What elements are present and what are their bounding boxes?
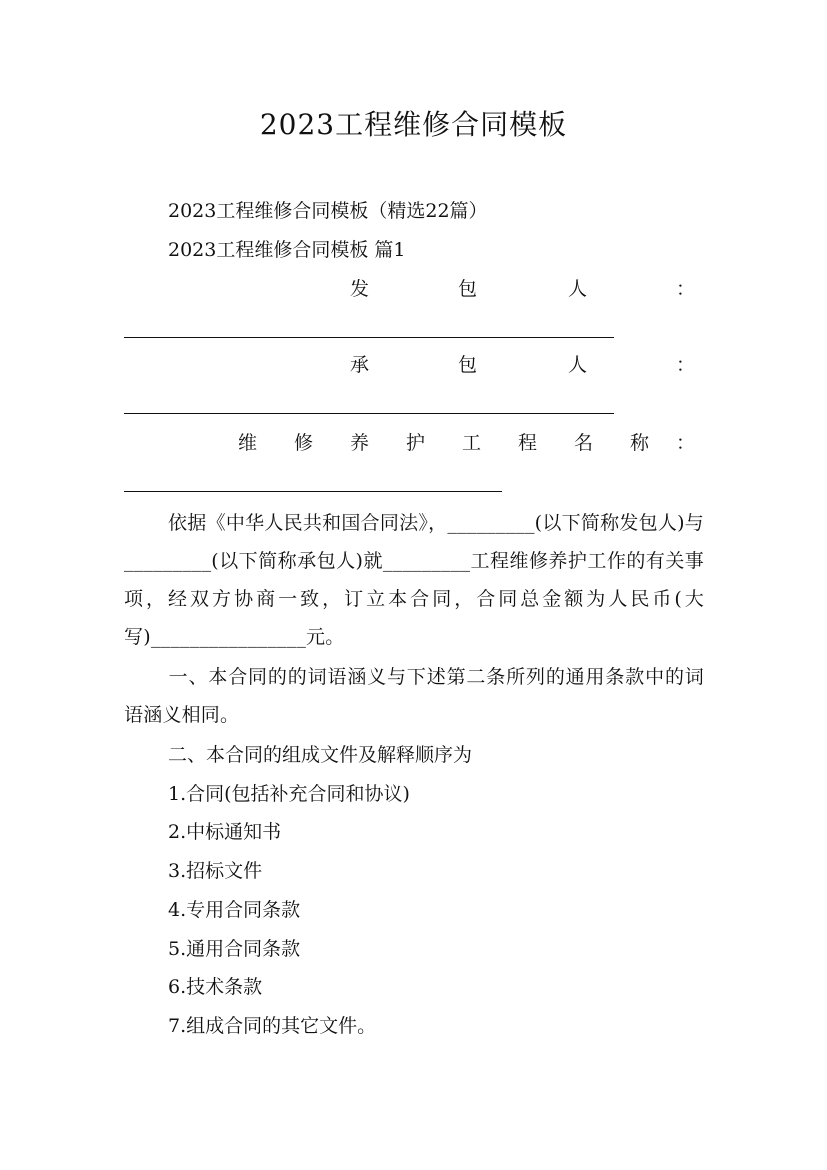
list-item: 7.组成合同的其它文件。 <box>168 1015 377 1037</box>
project-name-char: ： <box>676 432 696 454</box>
party-b-char: 包 <box>458 354 478 376</box>
party-b-char: 承 <box>350 354 370 376</box>
agreement-paragraph-text: 依据《中华人民共和国合同法》，_________(以下简称发包人)与_________(以下简称承包人)就_________工程维修养护工作的有关事项，经双方协商一致，订立本合同，合同总金额为人民币(大写)________________元。 <box>124 512 704 648</box>
project-name-char: 维 <box>238 432 258 454</box>
clause-two-heading: 二、本合同的组成文件及解释顺序为 <box>168 744 473 766</box>
project-name-char: 称 <box>630 432 650 454</box>
clause-one-text: 一、本合同的的词语涵义与下述第二条所列的通用条款中的词语涵义相同。 <box>124 666 704 726</box>
section-heading: 2023工程维修合同模板 篇1 <box>168 239 406 261</box>
list-item: 2.中标通知书 <box>168 821 282 843</box>
party-a-blank-line <box>124 337 614 338</box>
party-b-char: ： <box>676 354 696 376</box>
party-a-char: 发 <box>350 278 370 300</box>
clause-one-paragraph <box>124 658 704 734</box>
project-name-char: 名 <box>574 432 594 454</box>
party-b-blank-line <box>124 413 614 414</box>
agreement-paragraph <box>124 504 704 656</box>
list-item: 6.技术条款 <box>168 976 263 998</box>
project-name-char: 修 <box>294 432 314 454</box>
list-item: 4.专用合同条款 <box>168 899 301 921</box>
party-b-char: 人 <box>568 354 588 376</box>
list-item: 1.合同(包括补充合同和协议) <box>168 783 410 805</box>
list-item: 3.招标文件 <box>168 860 263 882</box>
party-a-char: 包 <box>458 278 478 300</box>
project-name-blank-line <box>124 491 502 492</box>
party-a-char: 人 <box>568 278 588 300</box>
document-title: 2023工程维修合同模板 <box>259 108 568 141</box>
project-name-char: 养 <box>350 432 370 454</box>
party-a-char: ： <box>676 278 696 300</box>
project-name-char: 工 <box>462 432 482 454</box>
project-name-char: 护 <box>406 432 426 454</box>
list-item: 5.通用合同条款 <box>168 938 301 960</box>
document-subtitle: 2023工程维修合同模板（精选22篇） <box>168 200 488 222</box>
project-name-char: 程 <box>518 432 538 454</box>
